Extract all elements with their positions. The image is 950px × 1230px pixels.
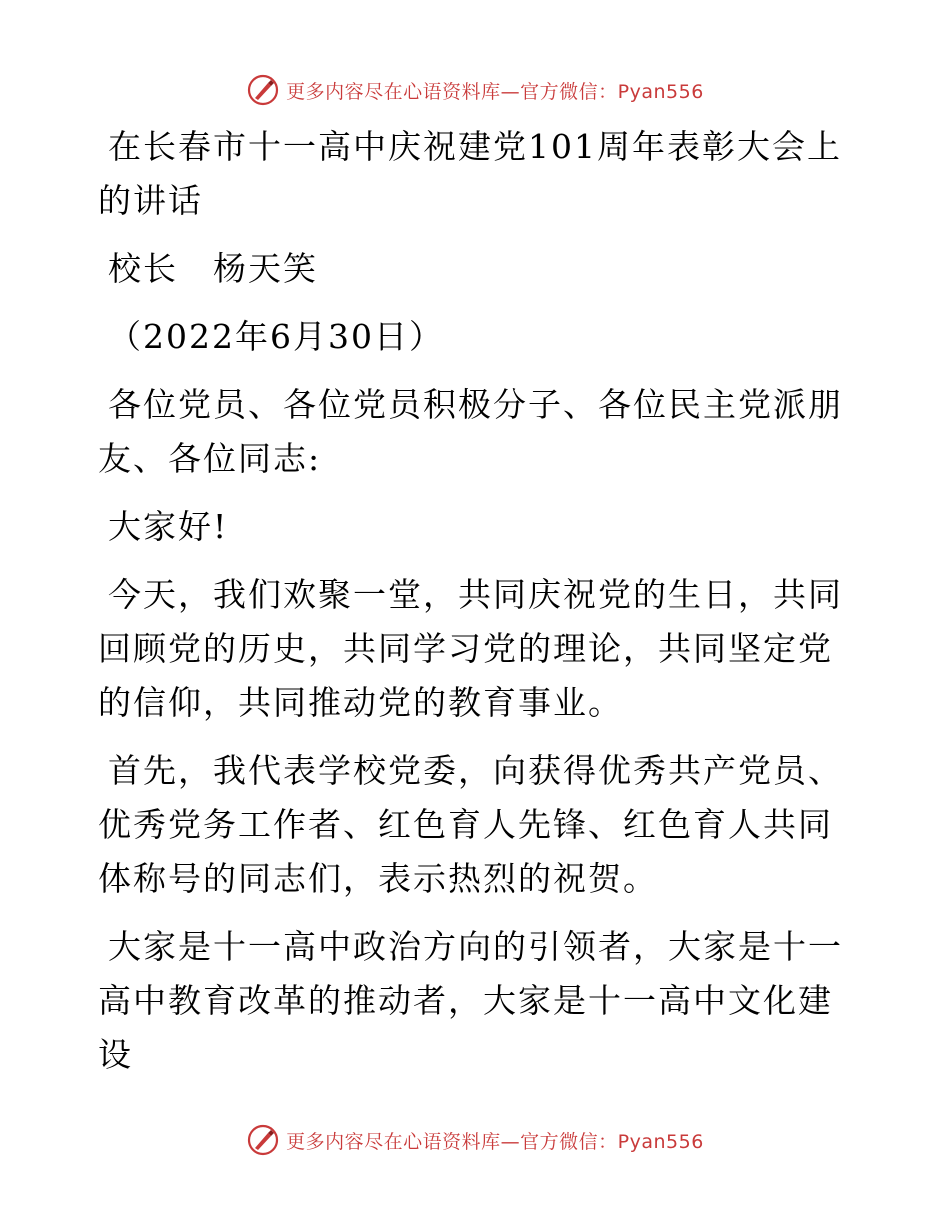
pen-logo-icon xyxy=(246,73,280,107)
salutation: 各位党员、各位党员积极分子、各位民主党派朋友、各位同志: xyxy=(98,385,843,478)
footer-watermark xyxy=(0,1120,950,1160)
document-author: 校长 杨天笑 xyxy=(108,249,318,288)
watermark-text: 更多内容尽在心语资料库—官方微信：Pyan556 xyxy=(286,80,704,103)
document-body xyxy=(98,120,858,1096)
paragraph: 大家是十一高中政治方向的引领者，大家是十一高中教育改革的推动者，大家是十一高中文化建设 xyxy=(98,927,843,1074)
header-watermark xyxy=(0,70,950,110)
paragraph: 首先，我代表学校党委，向获得优秀共产党员、优秀党务工作者、红色育人先锋、红色育人共同体称号的同志们，表示热烈的祝贺。 xyxy=(98,751,843,898)
document-title: 在长春市十一高中庆祝建党101周年表彰大会上的讲话 xyxy=(98,127,842,220)
document-date: （2022年6月30日） xyxy=(108,317,444,356)
greeting: 大家好! xyxy=(108,507,229,546)
pen-logo-icon xyxy=(246,1123,280,1157)
watermark-text: 更多内容尽在心语资料库—官方微信：Pyan556 xyxy=(286,1130,704,1153)
paragraph: 今天，我们欢聚一堂，共同庆祝党的生日，共同回顾党的历史，共同学习党的理论，共同坚定党的信仰，共同推动党的教育事业。 xyxy=(98,575,843,722)
